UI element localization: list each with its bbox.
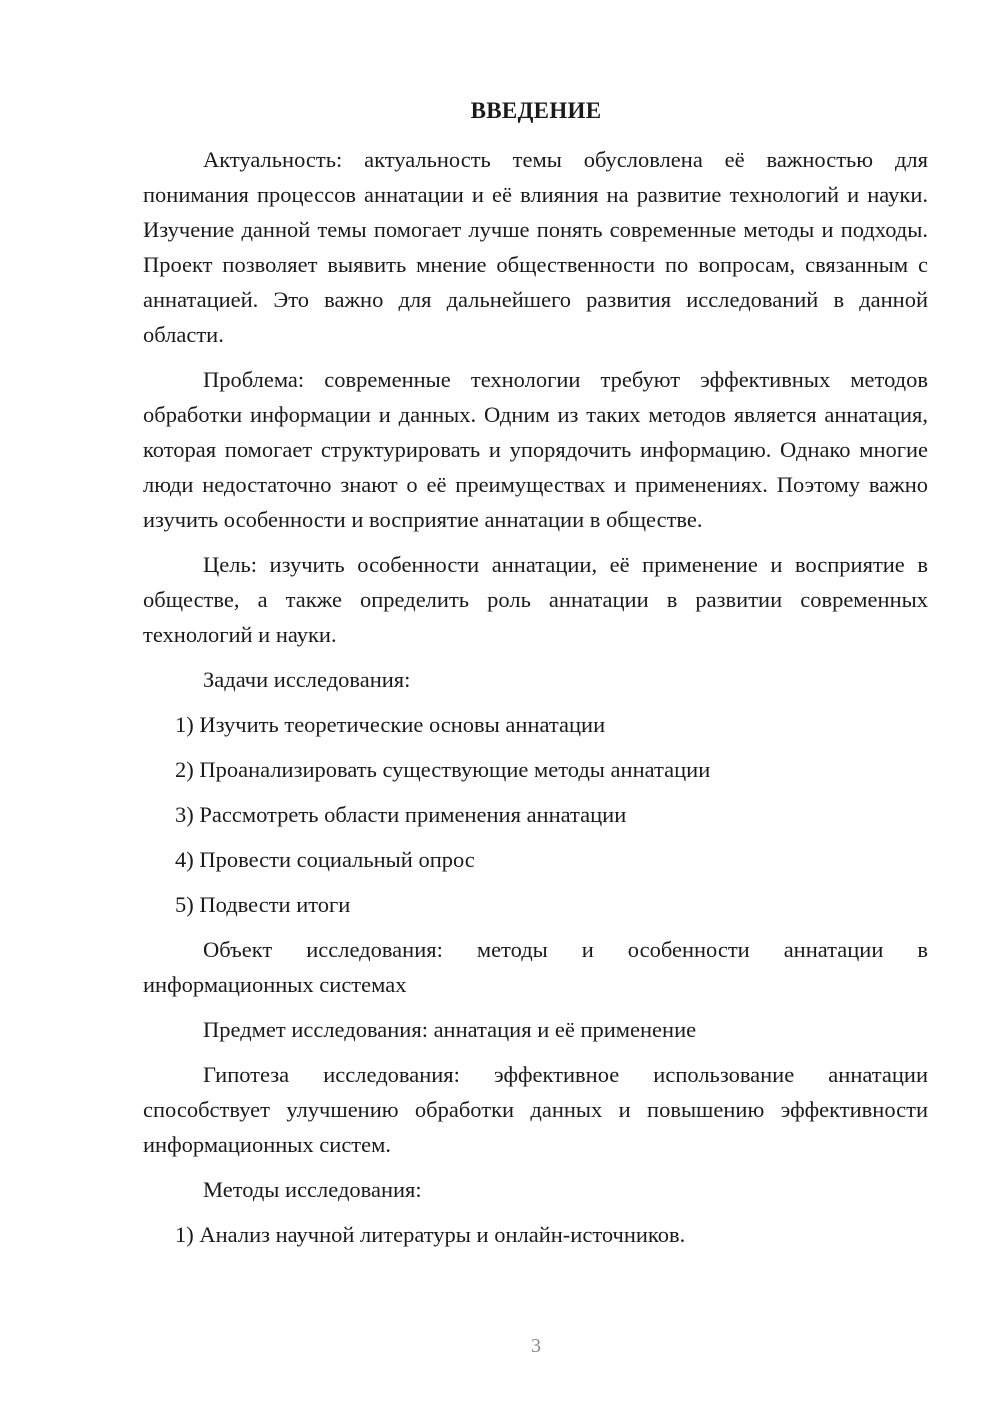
task-item: 3) Рассмотреть области применения аннатации (175, 802, 627, 827)
page-number: 3 (531, 1335, 541, 1357)
paragraph-object: Объект исследования: методы и особенности аннатации в информационных системах (143, 937, 928, 997)
paragraph-subject: Предмет исследования: аннатация и её применение (203, 1017, 697, 1042)
paragraph-relevance: Актуальность: актуальность темы обусловлена её важностью для понимания процессов аннатации и её влияния на развитие технологий и науки. Изучение данной темы помогает лучше понять современные методы и подходы. Проект позволяет выявить мнение общественности по вопросам, связанным с аннатацией. Это важно для дальнейшего развития исследований в данной области. (143, 147, 928, 347)
task-item: 5) Подвести итоги (175, 892, 351, 917)
task-item: 1) Изучить теоретические основы аннатации (175, 712, 606, 737)
body-text (143, 142, 928, 1262)
tasks-heading: Задачи исследования: (203, 667, 411, 692)
methods-heading: Методы исследования: (203, 1177, 422, 1202)
method-item: 1) Анализ научной литературы и онлайн-источников. (175, 1222, 686, 1247)
paragraph-problem: Проблема: современные технологии требуют эффективных методов обработки информации и данных. Одним из таких методов является аннатация, которая помогает структурировать и упорядочить информацию. Однако многие люди недостаточно знают о её преимуществах и применениях. Поэтому важно изучить особенности и восприятие аннатации в обществе. (143, 367, 928, 532)
task-item: 4) Провести социальный опрос (175, 847, 475, 872)
task-item: 2) Проанализировать существующие методы аннатации (175, 757, 711, 782)
paragraph-hypothesis: Гипотеза исследования: эффективное использование аннатации способствует улучшению обработки данных и повышению эффективности информационных систем. (143, 1062, 928, 1157)
page-title: ВВЕДЕНИЕ (470, 98, 602, 123)
paragraph-goal: Цель: изучить особенности аннатации, её применение и восприятие в обществе, а также определить роль аннатации в развитии современных технологий и науки. (143, 552, 928, 647)
